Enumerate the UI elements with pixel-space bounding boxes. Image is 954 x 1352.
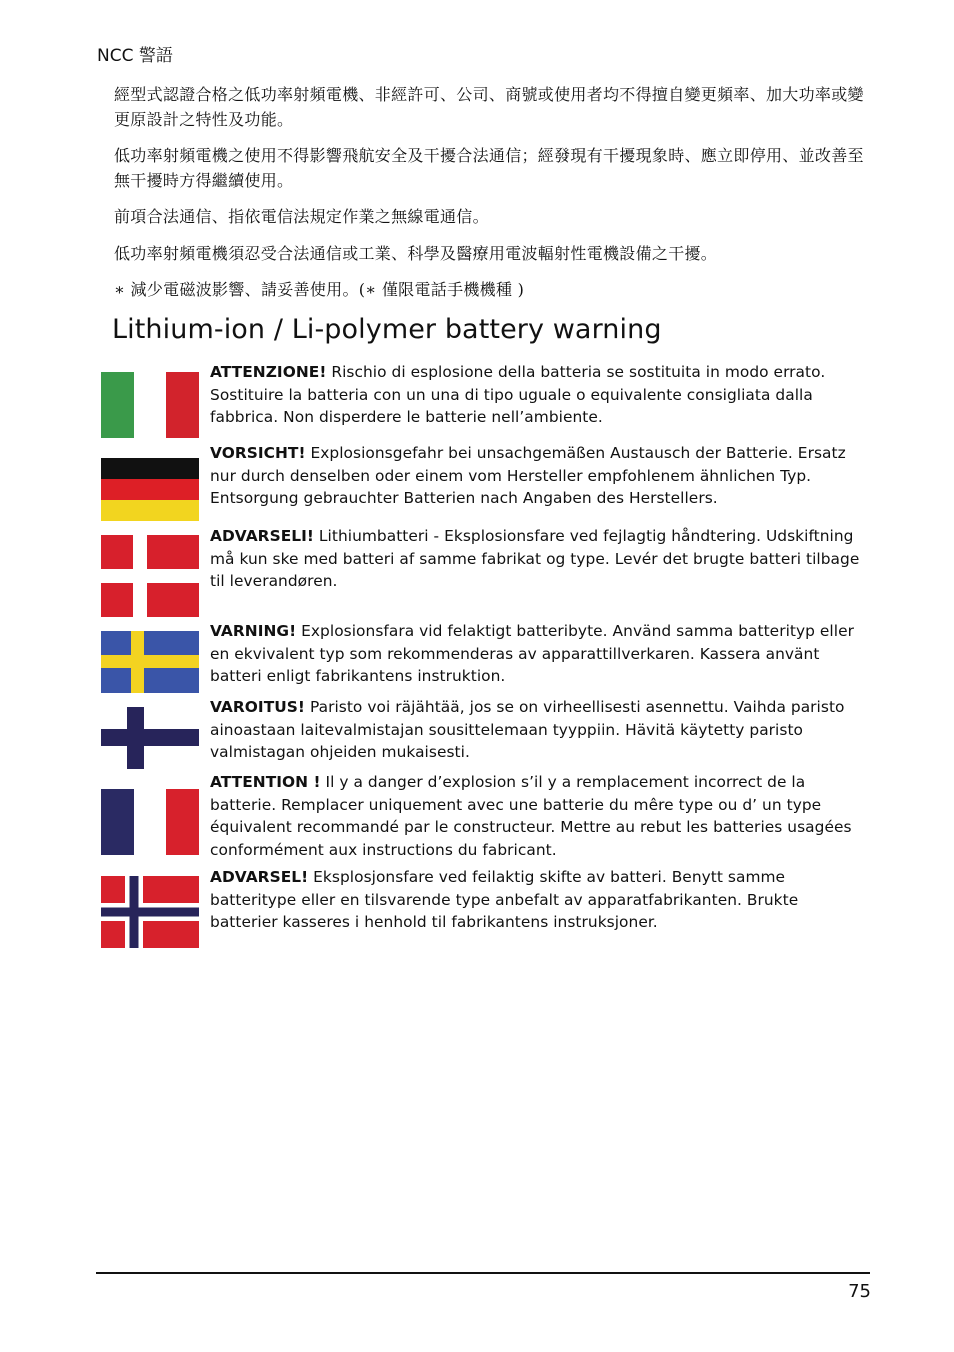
warning-label: ATTENTION ! [210, 773, 321, 791]
ncc-heading: NCC 警語 [97, 46, 173, 66]
warning-text: Explosionsgefahr bei unsachgemäßen Austausch der Batterie. Ersatz nur durch denselben oder einem vom Hersteller empfohlenem ähnlichen Typ. Entsorgung gebrauchter Batterien nach Angaben des Herstellers. [210, 444, 846, 508]
warning-text: Rischio di esplosione della batteria se sostituita in modo errato. Sostituire la batteria con un una di tipo uguale o equivalente consigliata dalla fabbrica. Non disperdere le batterie nell’ambiente. [210, 363, 826, 427]
warning-label: ADVARSELI! [210, 527, 314, 545]
footer-divider [96, 1272, 870, 1274]
warning-text: Eksplosjonsfare ved feilaktig skifte av batteri. Benytt samme batteritype eller en tilsvarende type anbefalt av apparatfabrikanten. Brukte batterier kasseres i henhold til fabrikantens instruksjoner. [210, 868, 799, 932]
battery-warning-title: Lithium-ion / Li-polymer battery warning [112, 314, 662, 345]
warning-text: Paristo voi räjähtää, jos se on virheellisesti asennettu. Vaihda paristo ainoastaan laitevalmistajan sousittelemaan tyyppiin. Hävitä käytetty paristo valmistagan ohjeiden mukaisesti. [210, 698, 845, 762]
ncc-paragraph: 前項合法通信、指依電信法規定作業之無線電通信。 [114, 207, 489, 226]
warning-text: Lithiumbatteri - Eksplosionsfare ved fejlagtig håndtering. Udskiftning må kun ske med batteri af samme fabrikat og type. Levér det brugte batteri tilbage til leverandøren. [210, 527, 860, 591]
germany-flag [101, 458, 199, 521]
warning-label: VAROITUS! [210, 698, 305, 716]
warning-danish [210, 525, 870, 593]
warning-text: Il y a danger d’explosion s’il y a remplacement incorrect de la batterie. Remplacer uniquement avec une batterie du mêre type ou d’ un type équivalent recommandé par le constructeur. Mettre au rebut les batteries usagées conformément aux instructions du fabricant. [210, 773, 852, 859]
warning-text: Explosionsfara vid felaktigt batteribyte. Använd samma batterityp eller en ekvivalent typ som rekommenderas av apparattillverkaren. Kassera använt batteri enligt fabrikantens instruktion. [210, 622, 854, 686]
france-flag [101, 789, 199, 855]
ncc-paragraph: 經型式認證合格之低功率射頻電機、非經許可、公司、商號或使用者均不得擅自變更頻率、加大功率或變更原設計之特性及功能。 [114, 85, 864, 129]
warning-finnish [210, 696, 870, 764]
italy-flag [101, 372, 199, 438]
finland-flag [101, 707, 199, 769]
ncc-paragraph: 低功率射頻電機之使用不得影響飛航安全及干擾合法通信；經發現有干擾現象時、應立即停用、並改善至無干擾時方得繼續使用。 [114, 146, 864, 190]
warning-french [210, 771, 870, 861]
warning-label: VARNING! [210, 622, 297, 640]
warning-label: ADVARSEL! [210, 868, 309, 886]
warning-label: VORSICHT! [210, 444, 306, 462]
ncc-paragraph: ∗ 減少電磁波影響、請妥善使用。(∗ 僅限電話手機機種 ) [114, 280, 525, 299]
page-number: 75 [848, 1281, 871, 1302]
warning-label: ATTENZIONE! [210, 363, 327, 381]
warning-german [210, 442, 870, 510]
norway-flag [101, 876, 199, 948]
denmark-flag [101, 535, 199, 617]
warning-italian [210, 361, 870, 429]
sweden-flag [101, 631, 199, 693]
ncc-paragraph: 低功率射頻電機須忍受合法通信或工業、科學及醫療用電波輻射性電機設備之干擾。 [114, 244, 718, 263]
warning-swedish [210, 620, 870, 688]
warning-norwegian [210, 866, 870, 934]
